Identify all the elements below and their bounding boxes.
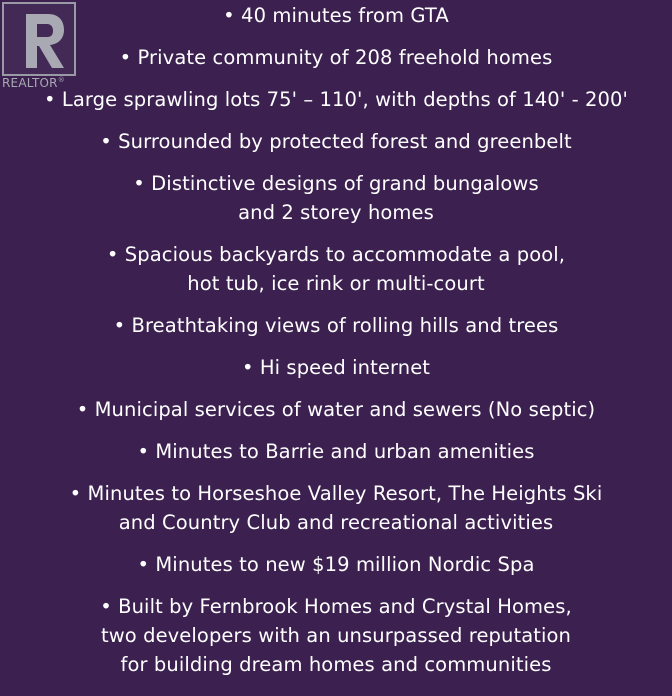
feature-item-line: • Breathtaking views of rolling hills and trees bbox=[113, 314, 559, 337]
feature-item bbox=[0, 479, 672, 537]
feature-item bbox=[0, 395, 672, 424]
feature-item-line: two developers with an unsurpassed reputation bbox=[100, 624, 572, 647]
feature-item-line: and Country Club and recreational activities bbox=[118, 511, 554, 534]
feature-item-line: for building dream homes and communities bbox=[120, 653, 552, 676]
feature-item-line: • Surrounded by protected forest and greenbelt bbox=[100, 130, 572, 153]
feature-item bbox=[0, 1, 672, 30]
realtor-logo-text: REALTOR® bbox=[2, 76, 65, 90]
feature-item bbox=[0, 240, 672, 298]
feature-item bbox=[0, 437, 672, 466]
feature-item bbox=[0, 169, 672, 227]
feature-item-line: • Minutes to new $19 million Nordic Spa bbox=[137, 553, 535, 576]
feature-item-line: • 40 minutes from GTA bbox=[223, 4, 449, 27]
feature-item bbox=[0, 43, 672, 72]
feature-item bbox=[0, 311, 672, 340]
feature-item bbox=[0, 353, 672, 382]
feature-item-line: • Private community of 208 freehold homes bbox=[119, 46, 553, 69]
feature-item bbox=[0, 550, 672, 579]
feature-item bbox=[0, 127, 672, 156]
feature-item-line: • Distinctive designs of grand bungalows bbox=[133, 172, 539, 195]
feature-item-line: hot tub, ice rink or multi-court bbox=[187, 272, 485, 295]
feature-item-line: • Minutes to Barrie and urban amenities bbox=[137, 440, 535, 463]
feature-item-line: and 2 storey homes bbox=[238, 201, 434, 224]
feature-item-line: • Municipal services of water and sewers (No septic) bbox=[76, 398, 596, 421]
feature-item-line: • Hi speed internet bbox=[241, 356, 431, 379]
feature-item bbox=[0, 85, 672, 114]
feature-item-line: • Large sprawling lots 75' – 110', with depths of 140' - 200' bbox=[43, 88, 628, 111]
feature-item-line: • Spacious backyards to accommodate a pool, bbox=[106, 243, 566, 266]
feature-item-line: • Built by Fernbrook Homes and Crystal Homes, bbox=[100, 595, 572, 618]
feature-item bbox=[0, 592, 672, 679]
feature-item-line: • Minutes to Horseshoe Valley Resort, The Heights Ski bbox=[69, 482, 603, 505]
